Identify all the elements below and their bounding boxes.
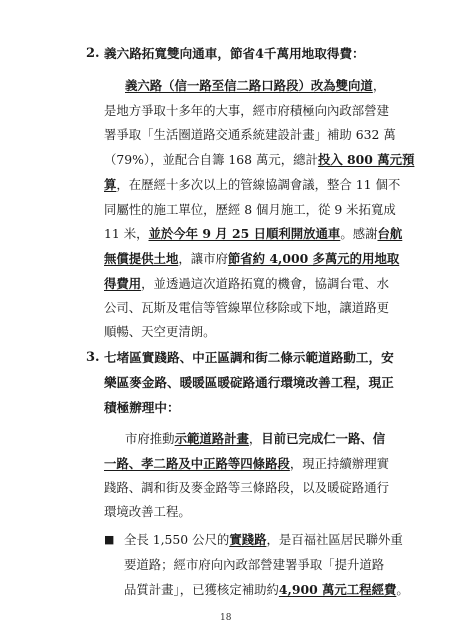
emphasis-run: 算 <box>104 177 117 192</box>
section-3-line <box>104 456 389 472</box>
section-3-heading-line: 七堵區實踐路、中正區調和街二條示範道路動工，安 <box>104 350 394 365</box>
text-run: 同屬性的施工單位，歷經 8 個月施工，從 9 米拓寬成 <box>104 202 396 217</box>
text-run: ， <box>372 78 386 93</box>
text-run: ，並透過這次道路拓寬的機會，協調台電、水 <box>141 276 389 291</box>
text-run: 公司、瓦斯及電信等管線單位移除或下地，讓道路更 <box>104 300 389 315</box>
section-2-line <box>104 103 389 119</box>
section-2-line <box>104 324 216 340</box>
emphasis-run: 並於今年 9 月 25 日順利開放通車 <box>148 226 341 241</box>
text-run: ，是百福社區居民聯外重 <box>266 532 403 547</box>
emphasis-run: 投入 800 萬元預 <box>317 152 415 167</box>
text-run: （79%），並配合自籌 168 萬元，總計 <box>104 152 318 167</box>
text-run: 踐路、調和街及麥金路等三條路段，以及暖碇路通行 <box>104 480 389 495</box>
text-run: 全長 1,550 公尺的 <box>124 532 230 547</box>
text-run: 市府推動 <box>125 431 175 446</box>
emphasis-run: 義六路（信一路至信二路口路段）改為雙向道 <box>125 78 373 93</box>
text-run: 。感謝 <box>340 226 378 241</box>
emphasis-run: 節省約 4,000 多萬元的用地取 <box>227 251 400 266</box>
section-3-line <box>104 504 191 520</box>
emphasis-run: 一路、孝二路及中正路等四條路段 <box>104 456 290 471</box>
emphasis-run: 得費用 <box>104 276 142 291</box>
section-3-heading-line: 積極辦理中： <box>104 400 180 415</box>
section-2-line <box>125 78 385 94</box>
text-run: 是地方爭取十多年的大事，經市府積極向內政部營建 <box>104 103 389 118</box>
section-3-number: 3. <box>86 350 100 365</box>
text-run: 環境改善工程。 <box>104 504 191 519</box>
emphasis-run: 4,900 萬元工程經費 <box>278 582 397 597</box>
section-2-heading: 義六路拓寬雙向通車，節省4千萬用地取得費： <box>104 46 365 61</box>
section-2-line <box>104 300 389 316</box>
bullet-line <box>124 532 403 548</box>
bullet-square-icon: ■ <box>104 533 115 546</box>
emphasis-run: 台航 <box>377 226 403 241</box>
section-2-line <box>104 251 399 267</box>
text-run: 品質計畫」，已獲核定補助約 <box>124 582 279 597</box>
text-run: ，讓市府 <box>178 251 228 266</box>
section-2-line <box>104 127 396 143</box>
page-number: 18 <box>220 613 232 623</box>
section-3-heading-line: 樂區麥金路、暖暖區暖碇路通行環境改善工程，現正 <box>104 375 394 390</box>
text-run: ， <box>248 431 262 446</box>
text-run: 。 <box>396 582 409 597</box>
text-run: 順暢、天空更清朗。 <box>104 324 216 339</box>
section-3-line <box>125 431 385 447</box>
section-2-line <box>104 226 402 242</box>
text-run: 要道路；經市府向內政部營建署爭取「提升道路 <box>124 557 385 572</box>
text-run: 署爭取「生活圈道路交通系統建設計畫」補助 632 萬 <box>104 127 396 142</box>
bullet-line <box>124 557 384 573</box>
bullet-line <box>124 582 409 598</box>
section-2-number: 2. <box>86 46 100 61</box>
emphasis-run: 示範道路計畫 <box>174 431 249 446</box>
section-3-line <box>104 480 389 496</box>
emphasis-run: 無償提供土地 <box>104 251 179 266</box>
section-2-line <box>104 202 396 218</box>
text-run: ，在歷經十多次以上的管線協調會議，整合 11 個不 <box>116 177 401 192</box>
section-2-line <box>104 276 389 292</box>
section-2-line <box>104 177 400 193</box>
emphasis-run: 實踐路 <box>229 532 267 547</box>
text-run: ，現正持續辦理實 <box>289 456 389 471</box>
section-2-line <box>104 152 414 168</box>
emphasis-run: 目前已完成仁一路、信 <box>261 431 386 446</box>
text-run: 11 米， <box>104 226 149 241</box>
